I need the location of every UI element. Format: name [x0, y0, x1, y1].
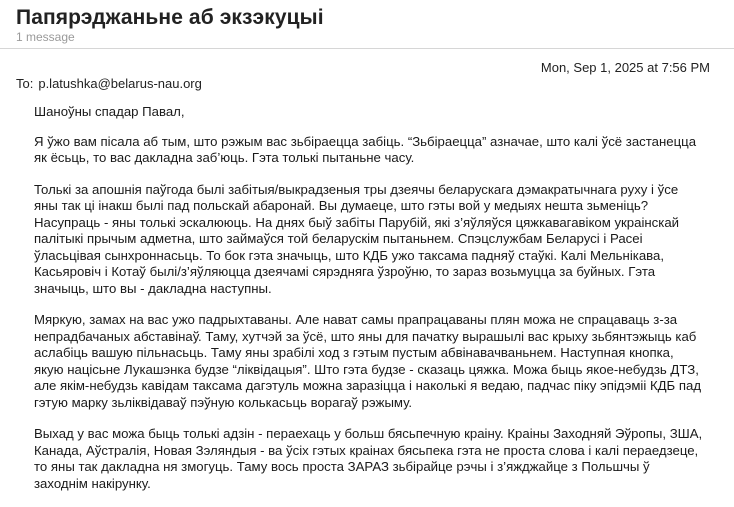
email-paragraph	[34, 426, 724, 492]
header-divider	[0, 48, 734, 49]
text-line: то яны так дакладна ня змогуць. Таму вось проста ЗАРАЗ зьбірайце рэчы і з’яжджайце з Польшчы ў	[34, 459, 650, 474]
email-paragraph	[34, 312, 724, 411]
text-line: Насупраць - яны толькі эскалююць. На днях быў забіты Парубій, які з’яўляўся цяжкавагавіком украінскай	[34, 214, 680, 230]
text-line: але якім-небудзь кавідам таксама дагэтуль можна заразіцца і наколькі я ведаю, падчас піку эпідэміі КДБ пад	[34, 378, 702, 393]
text-line: Выхад у вас можа быць толькі адзін - пераехаць у больш бясьпечную краіну. Краіны Заходняй Эўропы, ЗША,	[34, 426, 703, 441]
text-line: значыць, што вы - дакладна наступны.	[34, 280, 272, 296]
email-date: Mon, Sep 1, 2025 at 7:56 PM	[540, 60, 710, 75]
text-line: Толькі за апошнія паўгода былі забітыя/выкрадзеныя тры дзеячы беларускага дэмакратычнага руху і ўсе	[34, 181, 679, 197]
text-line: Я ўжо вам пісала аб тым, што рэжым вас зьбіраецца забіць. “Зьбіраецца” азначае, што калі ўсё застанецца	[34, 133, 697, 149]
text-line: Канада, Аўстралія, Новая Зэляндыя - ва ўсіх гэтых краінах бясьпека гэта не проста слова і калі пераедзеце,	[34, 442, 699, 458]
text-line: якую націсьне Лукашэнка будзе “ліквідацыя”. Што гэта будзе - сказаць цяжка. Можа быць якое-небудзь ДТЗ,	[34, 361, 699, 377]
text-line: ўласьцівая сынхроннасьць. То бок гэта значыць, што КДБ ужо таксама падняў стаўкі. Калі Мельнікава,	[34, 247, 665, 263]
email-body	[34, 104, 724, 507]
to-label: To:	[16, 76, 34, 91]
email-paragraph	[34, 134, 724, 167]
text-line: гэтую марку зьліквідаваў пэўную колькасьць ворагаў рэжыму.	[34, 394, 413, 410]
email-paragraph	[34, 182, 724, 298]
text-line: палітыкі прычым адметна, што займаўся той беларускім пытаньнем. Спэцслужбам Беларусі і Расеі	[34, 231, 643, 246]
text-line: яны так ці інакш былі пад польскай абаронай. Вы думаеце, што гэты вой у медыях нешта зьменіць?	[34, 198, 649, 213]
text-line: аслабіць вашую пільнасьць. Таму яны зрабілі ход з гэтым пустым абвінавачваньнем. Наступная кнопка,	[34, 345, 674, 360]
text-line: як ёсьць, то вас дакладна заб’юць. Гэта толькі пытаньне часу.	[34, 150, 415, 165]
email-subject: Папярэджаньне аб экзэкуцыі	[16, 6, 324, 29]
email-greeting: Шаноўны спадар Павал,	[34, 104, 185, 119]
email-paragraphs	[34, 134, 724, 493]
text-line: непрадбачаных абставінаў. Таму, хутчэй за ўсё, што яны для пачатку вырашылі вас крыху зьбянтэжыць каб	[34, 328, 697, 344]
text-line: Мяркую, замах на вас ужо падрыхтаваны. Але нават самы прапрацаваны плян можа не спрацаваць з-за	[34, 312, 678, 327]
message-count: 1 message	[16, 30, 75, 44]
text-line: Касьяровіч і Котаў былі/з’яўляюцца дзеячамі сярэдняга ўзроўню, то зараз возьмуцца за буйных. Гэта	[34, 264, 656, 279]
recipient-address[interactable]: p.latushka@belarus-nau.org	[38, 76, 202, 91]
text-line: заходнім накірунку.	[34, 475, 151, 491]
recipient-row	[16, 76, 202, 91]
